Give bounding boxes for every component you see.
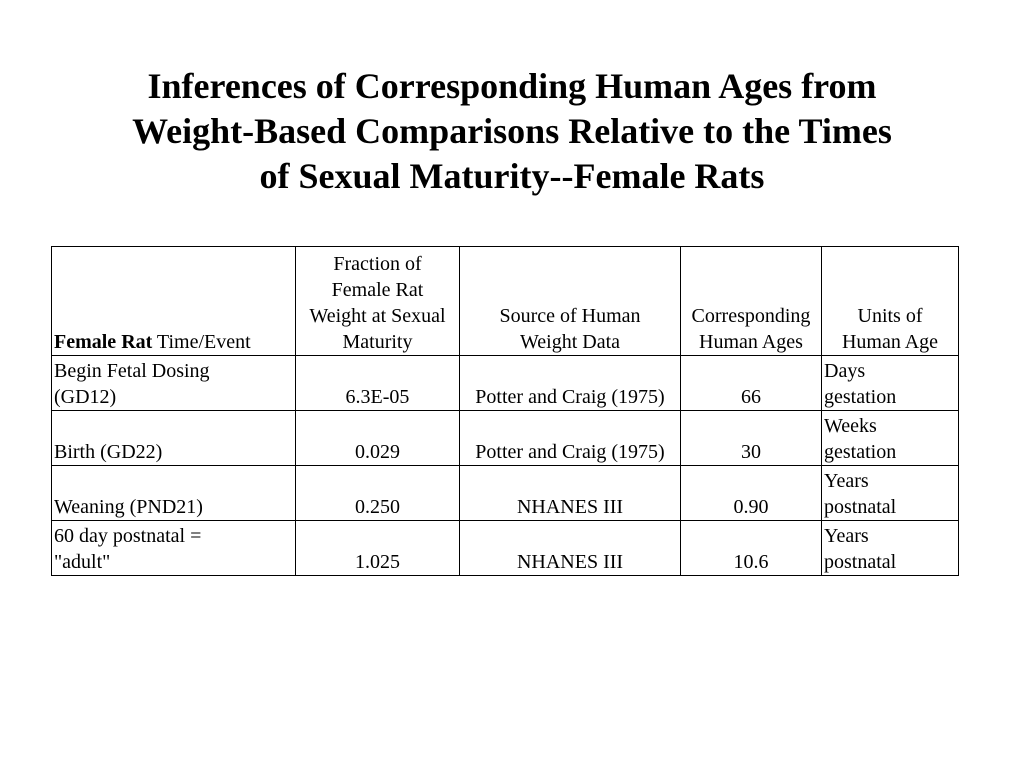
cell-fraction: 0.250 — [296, 466, 460, 521]
cell-event — [52, 411, 296, 466]
cell-event — [52, 356, 296, 411]
cell-units-line: Weeks — [824, 415, 877, 437]
cell-event-line: Begin Fetal Dosing — [54, 360, 210, 382]
cell-event — [52, 521, 296, 576]
cell-source: Potter and Craig (1975) — [460, 411, 681, 466]
title-line: of Sexual Maturity--Female Rats — [259, 156, 765, 196]
header-units — [822, 247, 959, 356]
cell-units — [822, 411, 959, 466]
cell-units-line: gestation — [824, 386, 897, 408]
cell-units-line: Days — [824, 360, 866, 382]
cell-source: NHANES III — [460, 466, 681, 521]
cell-source: Potter and Craig (1975) — [460, 356, 681, 411]
page-title — [0, 64, 1024, 199]
cell-event — [52, 466, 296, 521]
header-source — [460, 247, 681, 356]
header-event — [52, 247, 296, 356]
cell-units-line: gestation — [824, 441, 897, 463]
cell-fraction: 6.3E-05 — [296, 356, 460, 411]
cell-event-line: 60 day postnatal = — [54, 525, 202, 547]
cell-units — [822, 356, 959, 411]
header-fraction-line: Weight at Sexual — [309, 305, 446, 327]
table-row — [52, 521, 959, 576]
header-fraction-line: Female Rat — [331, 279, 424, 301]
table-header-row — [52, 247, 959, 356]
header-fraction — [296, 247, 460, 356]
header-source-line: Source of Human — [499, 305, 641, 327]
cell-event-line: "adult" — [54, 551, 111, 573]
cell-units-line: Years — [824, 470, 869, 492]
table-row — [52, 466, 959, 521]
cell-event-line: Weaning (PND21) — [54, 496, 203, 518]
header-fraction-line: Maturity — [342, 331, 413, 353]
header-age-line: Human Ages — [699, 331, 803, 353]
cell-age: 10.6 — [681, 521, 822, 576]
cell-units — [822, 521, 959, 576]
header-event-bold: Female Rat — [54, 331, 153, 353]
table-row — [52, 411, 959, 466]
title-line: Inferences of Corresponding Human Ages from — [147, 66, 877, 106]
header-fraction-line: Fraction of — [333, 253, 422, 275]
cell-event-line: (GD12) — [54, 386, 117, 408]
cell-source: NHANES III — [460, 521, 681, 576]
cell-units-line: postnatal — [824, 551, 897, 573]
cell-age: 66 — [681, 356, 822, 411]
cell-fraction: 1.025 — [296, 521, 460, 576]
header-age — [681, 247, 822, 356]
table-row — [52, 356, 959, 411]
header-event-rest: Time/Event — [152, 331, 251, 353]
header-age-line: Corresponding — [691, 305, 811, 327]
cell-event-line: Birth (GD22) — [54, 441, 163, 463]
cell-units — [822, 466, 959, 521]
header-units-line: Units of — [857, 305, 923, 327]
title-line: Weight-Based Comparisons Relative to the Times — [132, 111, 892, 151]
cell-age: 0.90 — [681, 466, 822, 521]
cell-fraction: 0.029 — [296, 411, 460, 466]
cell-units-line: Years — [824, 525, 869, 547]
cell-age: 30 — [681, 411, 822, 466]
data-table — [51, 246, 959, 576]
header-source-line: Weight Data — [519, 331, 621, 353]
header-units-line: Human Age — [841, 331, 939, 353]
cell-units-line: postnatal — [824, 496, 897, 518]
